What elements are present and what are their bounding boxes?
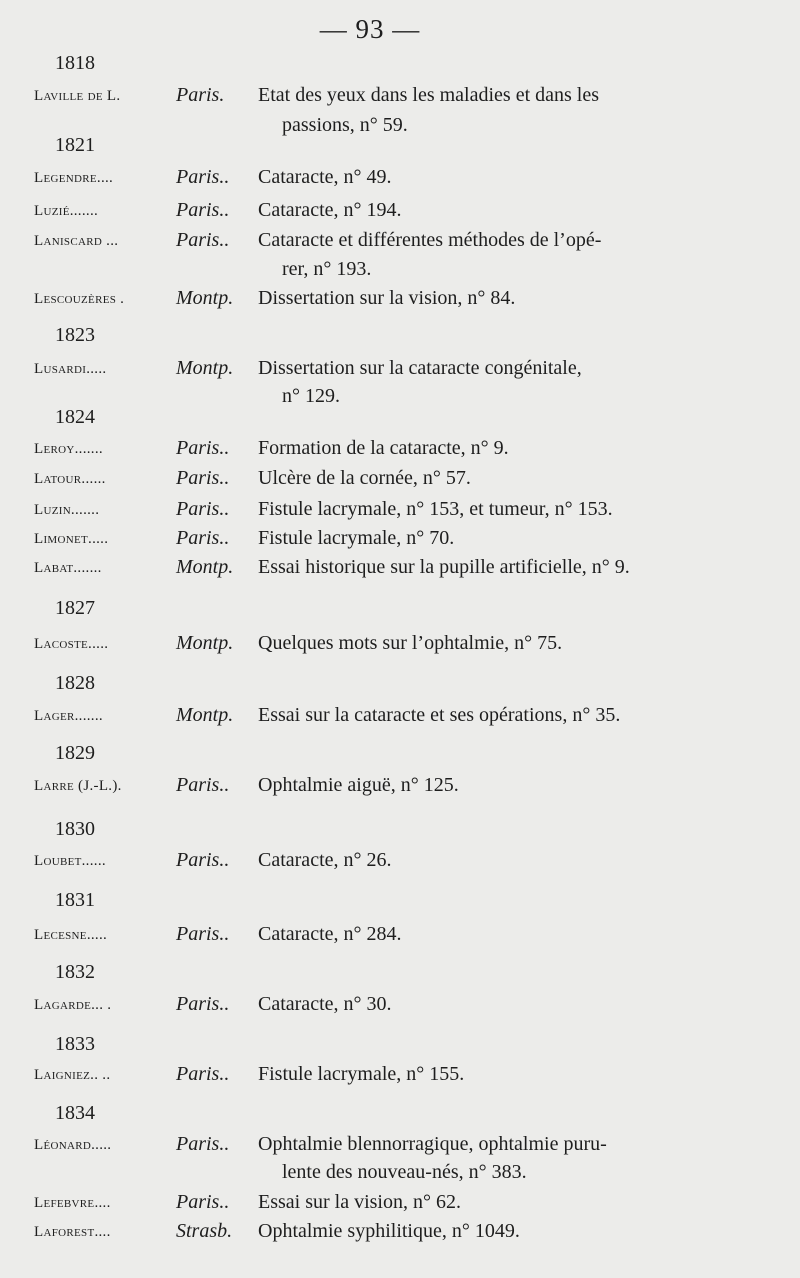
entry-title: Essai sur la cataracte et ses opérations, n° 35. (258, 704, 621, 726)
entry-author: Lager....... (34, 708, 103, 724)
entry-city: Paris.. (176, 774, 230, 796)
entry-author: Larre (J.-L.). (34, 778, 122, 794)
year-heading: 1827 (55, 597, 95, 619)
entry-author: Laforest.... (34, 1224, 111, 1240)
entry-city: Paris.. (176, 527, 230, 549)
entry-city: Paris.. (176, 467, 230, 489)
entry-title: Cataracte, n° 26. (258, 849, 392, 871)
entry-city: Paris.. (176, 923, 230, 945)
entry-author: Lefebvre.... (34, 1195, 111, 1211)
entry-title: Fistule lacrymale, n° 155. (258, 1063, 465, 1085)
entry-author: Labat....... (34, 560, 102, 576)
entry-city: Paris.. (176, 1063, 230, 1085)
entry-author: Latour...... (34, 471, 106, 487)
year-heading: 1833 (55, 1033, 95, 1055)
entry-title: Dissertation sur la cataracte congénitale, (258, 357, 582, 379)
entry-title: Cataracte, n° 194. (258, 199, 402, 221)
entry-title: Fistule lacrymale, n° 70. (258, 527, 455, 549)
entry-title: Etat des yeux dans les maladies et dans les (258, 84, 600, 106)
entry-title: Ulcère de la cornée, n° 57. (258, 467, 471, 489)
entry-city: Paris.. (176, 1191, 230, 1213)
entry-author: Legendre.... (34, 170, 114, 186)
entry-city: Paris. (176, 84, 225, 106)
entry-title: Essai sur la vision, n° 62. (258, 1191, 461, 1213)
entry-title-continuation: passions, n° 59. (282, 114, 408, 136)
entry-city: Montp. (176, 704, 234, 726)
entry-city: Montp. (176, 357, 234, 379)
entry-title: Cataracte, n° 284. (258, 923, 402, 945)
entry-title: Fistule lacrymale, n° 153, et tumeur, n° 153. (258, 498, 613, 520)
entry-author: Lecesne..... (34, 927, 108, 943)
entry-author: Lescouzères . (34, 291, 125, 307)
year-heading: 1832 (55, 961, 95, 983)
entry-city: Montp. (176, 556, 234, 578)
entry-city: Montp. (176, 287, 234, 309)
page-number: — 93 — (319, 14, 421, 44)
year-heading: 1821 (55, 134, 95, 156)
entry-title: Cataracte, n° 49. (258, 166, 392, 188)
entry-author: Luzin....... (34, 502, 100, 518)
year-heading: 1824 (55, 406, 95, 428)
entry-city: Paris.. (176, 437, 230, 459)
year-heading: 1818 (55, 52, 95, 74)
year-heading: 1834 (55, 1102, 95, 1124)
entry-city: Paris.. (176, 166, 230, 188)
entry-author: Luzié....... (34, 203, 99, 219)
year-heading: 1829 (55, 742, 95, 764)
entry-author: Limonet..... (34, 531, 109, 547)
entry-city: Paris.. (176, 849, 230, 871)
entry-author: Lagarde... . (34, 997, 112, 1013)
year-heading: 1831 (55, 889, 95, 911)
entry-city: Paris.. (176, 498, 230, 520)
entry-city: Paris.. (176, 229, 230, 251)
entry-title: Essai historique sur la pupille artificielle, n° 9. (258, 556, 630, 578)
entry-title: Dissertation sur la vision, n° 84. (258, 287, 516, 309)
entry-author: Loubet...... (34, 853, 106, 869)
entry-city: Strasb. (176, 1220, 233, 1242)
entry-title-continuation: lente des nouveau-nés, n° 383. (282, 1161, 527, 1183)
entry-author: Leroy....... (34, 441, 103, 457)
year-heading: 1828 (55, 672, 95, 694)
entry-city: Paris.. (176, 993, 230, 1015)
entry-author: Lusardi..... (34, 361, 107, 377)
entry-title: Ophtalmie syphilitique, n° 1049. (258, 1220, 520, 1242)
entry-author: Laniscard ... (34, 233, 119, 249)
entry-title-continuation: n° 129. (282, 385, 340, 407)
entry-title: Ophtalmie aiguë, n° 125. (258, 774, 459, 796)
entry-title: Quelques mots sur l’ophtalmie, n° 75. (258, 632, 563, 654)
entry-city: Paris.. (176, 199, 230, 221)
year-heading: 1830 (55, 818, 95, 840)
entry-title: Formation de la cataracte, n° 9. (258, 437, 509, 459)
year-heading: 1823 (55, 324, 95, 346)
entry-author: Laigniez.. .. (34, 1067, 111, 1083)
entry-title: Cataracte et différentes méthodes de l’opé- (258, 229, 602, 251)
entry-title: Cataracte, n° 30. (258, 993, 392, 1015)
entry-title: Ophtalmie blennorragique, ophtalmie puru- (258, 1133, 607, 1155)
entry-author: Léonard..... (34, 1137, 112, 1153)
entry-author: Lacoste..... (34, 636, 109, 652)
entry-city: Paris.. (176, 1133, 230, 1155)
entry-author: Laville de L. (34, 88, 121, 104)
entry-title-continuation: rer, n° 193. (282, 258, 372, 280)
entry-city: Montp. (176, 632, 234, 654)
